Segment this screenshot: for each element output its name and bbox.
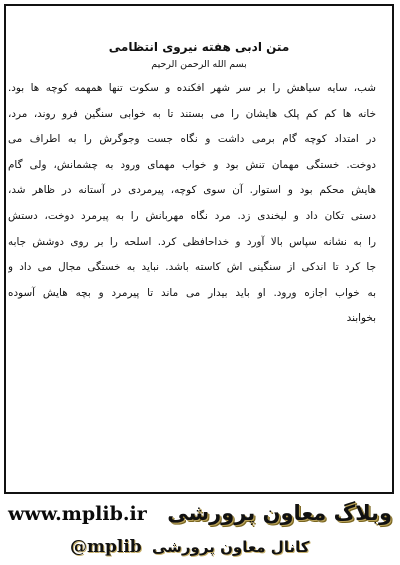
text-line: در امتداد کوچه گام برمی داشت و نگاه جست وجوگرش را به اطراف می: [8, 133, 376, 146]
text-line: جا کرد تا اندکی از سنگینی اش کاسته باشد. نباید به خستگی مجال می داد و: [8, 261, 376, 274]
document-page: [4, 4, 394, 494]
text-line: خانه ها کم کم پلک هایشان را می بستند تا به خوابی سنگین فرو روند، مرد،: [8, 107, 376, 120]
channel-name: کانال معاون پرورشی: [152, 538, 310, 556]
page-title: متن ادبی هفته نیروی انتظامی: [108, 40, 290, 54]
text-line: شب، سایه سیاهش را بر سر شهر افکنده و سکوت تنها همهمه کوچه ها بود.: [8, 82, 376, 94]
body-text: [8, 76, 376, 332]
text-line: بخوابند: [346, 312, 376, 325]
text-line: را به نشانه سپاس بالا آورد و خداحافظی کرد. اسلحه را بر روی دوشش جابه: [8, 235, 376, 248]
text-line: دستی تکان داد و لبخندی زد. مرد نگاه مهربانش را به پیرمرد دوخت، دستش: [8, 209, 376, 222]
text-line: دوخت. خستگی مهمان تنش بود و خواب مهمای ورود به چشمانش، ولی گام: [8, 158, 376, 171]
basmala: بسم الله الرحمن الرحیم: [151, 59, 247, 70]
text-line: به خواب اجازه ورود. او باید بیدار می ماند تا پیرمرد و بچه هایش آسوده: [8, 286, 376, 299]
website-url: www.mplib.ir: [8, 503, 147, 525]
blog-name: وبلاگ معاون پرورشی: [167, 501, 392, 525]
text-line: هایش محکم بود و استوار. آن سوی کوچه، پیرمردی در آستانه در ظاهر شد،: [8, 184, 376, 197]
channel-handle: @mplib: [70, 537, 142, 557]
watermark-footer: [0, 494, 400, 565]
